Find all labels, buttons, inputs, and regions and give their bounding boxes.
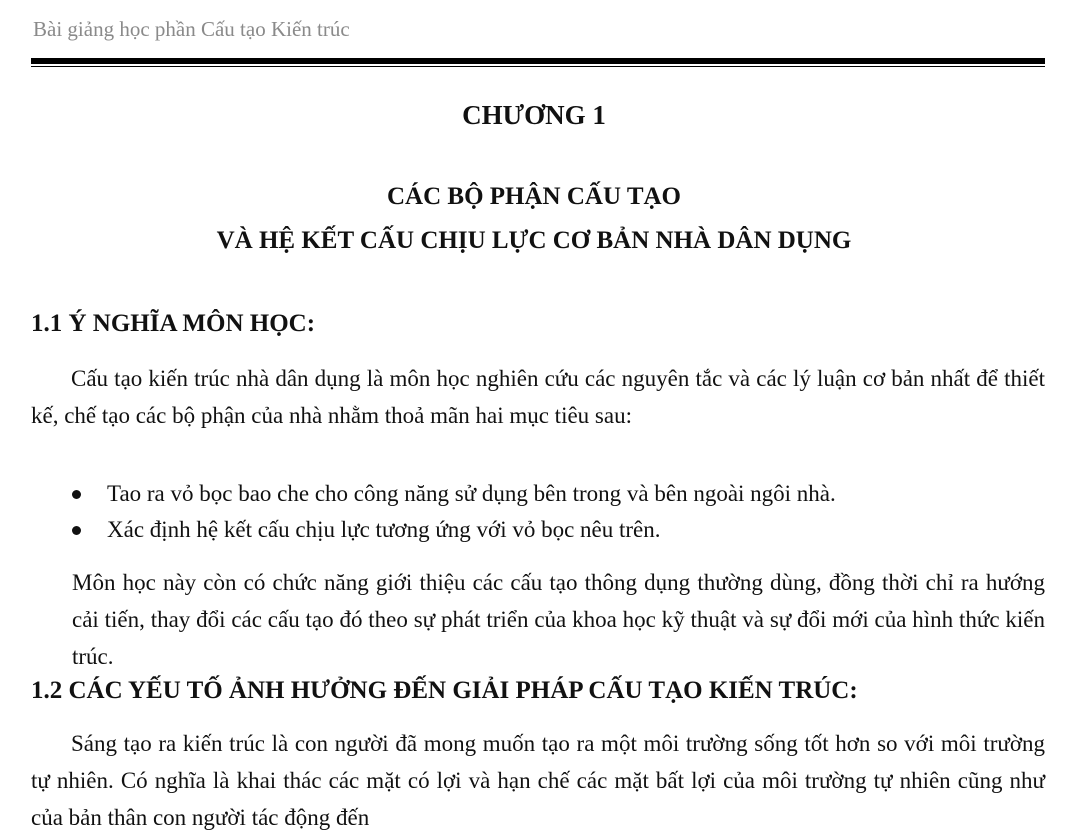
section-heading-1-1: 1.1 Ý NGHĨA MÔN HỌC:	[31, 310, 316, 337]
section-1-2-intro-paragraph: Sáng tạo ra kiến trúc là con người đã mong muốn tạo ra một môi trường sống tốt hơn so với môi trường tự nhiên. Có nghĩa là khai thác các mặt có lợi và hạn chế các mặt bất lợi của môi trường tự nhiên cũng như của bản thân con người tác động đến	[31, 731, 1045, 830]
bullet-icon	[72, 526, 81, 535]
header-rule-thin	[31, 66, 1045, 67]
chapter-title-line-1: CÁC BỘ PHẬN CẤU TẠO	[387, 183, 681, 210]
bullet-icon	[72, 490, 81, 499]
running-header: Bài giảng học phần Cấu tạo Kiến trúc	[33, 17, 350, 41]
header-rule	[31, 58, 1045, 64]
bullet-text: Tao ra vỏ bọc bao che cho công năng sử dụng bên trong và bên ngoài ngôi nhà.	[107, 481, 836, 506]
bullet-item	[72, 476, 836, 512]
section-1-1-intro-paragraph: Cấu tạo kiến trúc nhà dân dụng là môn học nghiên cứu các nguyên tắc và các lý luận cơ bản nhất để thiết kế, chế tạo các bộ phận của nhà nhằm thoả mãn hai mục tiêu sau:	[31, 366, 1045, 428]
chapter-title-line-2: VÀ HỆ KẾT CẤU CHỊU LỰC CƠ BẢN NHÀ DÂN DỤNG	[216, 227, 852, 254]
chapter-number: CHƯƠNG 1	[462, 100, 606, 130]
bullet-text: Xác định hệ kết cấu chịu lực tương ứng với vỏ bọc nêu trên.	[107, 517, 661, 542]
bullet-list	[72, 476, 836, 548]
bullet-item	[72, 512, 836, 548]
section-1-1-body-paragraph: Môn học này còn có chức năng giới thiệu các cấu tạo thông dụng thường dùng, đồng thời chỉ ra hướng cải tiến, thay đổi các cấu tạo đó theo sự phát triển của khoa học kỹ thuật và sự đổi mới của hình thức kiến trúc.	[72, 570, 1045, 669]
section-heading-1-2: 1.2 CÁC YẾU TỐ ẢNH HƯỞNG ĐẾN GIẢI PHÁP CẤU TẠO KIẾN TRÚC:	[31, 677, 858, 704]
